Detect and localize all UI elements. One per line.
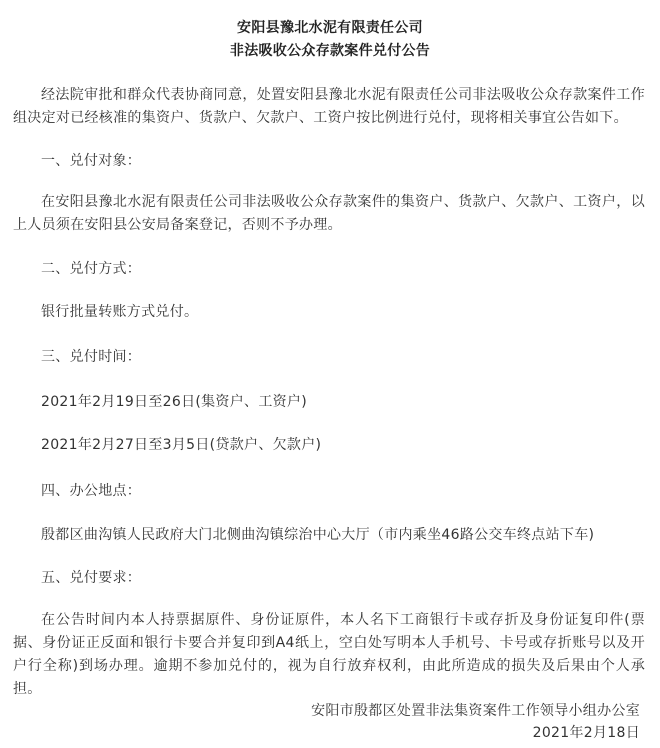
issuer-signature: 安阳市殷都区处置非法集资案件工作领导小组办公室 xyxy=(311,703,640,719)
payment-time-line-1: 2021年2月19日至26日(集资户、工资户) xyxy=(41,394,307,410)
intro-paragraph: 经法院审批和群众代表协商同意，处置安阳县豫北水泥有限责任公司非法吸收公众存款案件工作组决定对已经核准的集资户、货款户、欠款户、工资户按比例进行兑付，现将相关事宜公告如下。 xyxy=(13,87,645,126)
payment-time-line-2: 2021年2月27日至3月5日(贷款户、欠款户) xyxy=(41,437,322,453)
section-text-payment-method: 银行批量转账方式兑付。 xyxy=(41,304,199,320)
section-heading-requirements: 五、兑付要求： xyxy=(41,570,142,586)
issue-date: 2021年2月18日 xyxy=(532,725,640,741)
announcement-title-subject: 非法吸收公众存款案件兑付公告 xyxy=(229,43,431,59)
section-text-requirements: 在公告时间内本人持票据原件、身份证原件，本人名下工商银行卡或存折及身份证复印件(票据、身份证正反面和银行卡要合并复印到A4纸上，空白处写明本人手机号、卡号或存折账号以及开户行全称)到场办理。逾期不参加兑付的，视为自行放弃权利，由此所造成的损失及后果由个人承担。 xyxy=(13,612,645,697)
section-text-office-location: 殷都区曲沟镇人民政府大门北侧曲沟镇综治中心大厅（市内乘坐46路公交车终点站下车) xyxy=(41,527,595,543)
section-heading-office-location: 四、办公地点： xyxy=(41,483,142,499)
section-text-recipients: 在安阳县豫北水泥有限责任公司非法吸收公众存款案件的集资户、货款户、欠款户、工资户，以上人员须在安阳县公安局备案登记，否则不予办理。 xyxy=(13,194,645,233)
section-heading-payment-time: 三、兑付时间： xyxy=(41,349,142,365)
section-heading-recipients: 一、兑付对象： xyxy=(41,153,142,169)
announcement-title-company: 安阳县豫北水泥有限责任公司 xyxy=(237,20,423,36)
section-heading-payment-method: 二、兑付方式： xyxy=(41,261,142,277)
